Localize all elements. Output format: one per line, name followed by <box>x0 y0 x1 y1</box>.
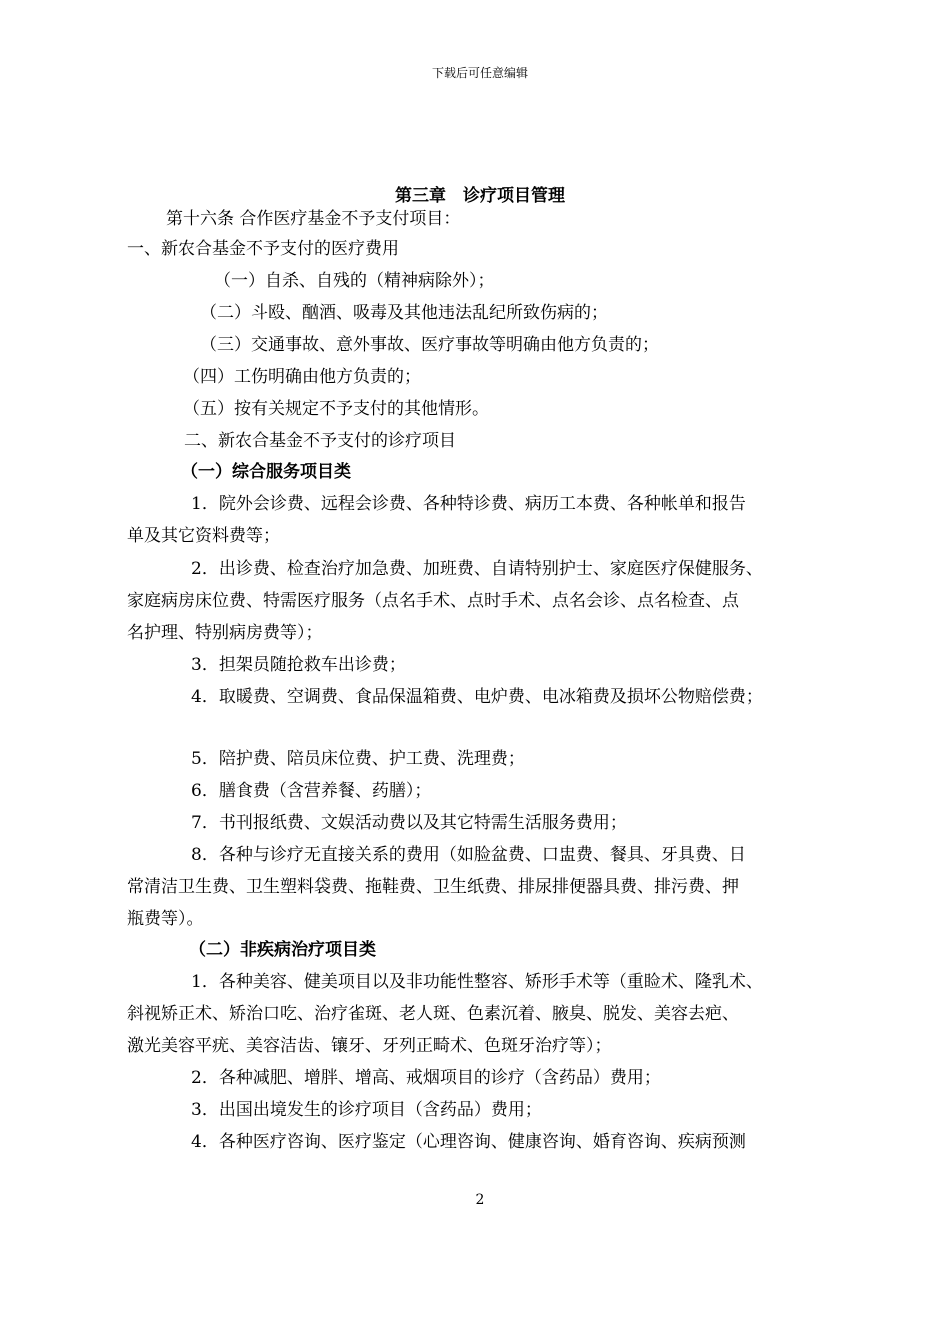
sub2-item-3: 3．出国出境发生的诊疗项目（含药品）费用； <box>191 1100 542 1120</box>
section-1-item-2: （二）斗殴、酗酒、吸毒及其他违法乱纪所致伤病的； <box>200 303 608 323</box>
sub2-item-1-line-1: 1．各种美容、健美项目以及非功能性整容、矫形手术等（重睑术、隆乳术、 <box>191 972 763 992</box>
sub1-item-8-line-1: 8．各种与诊疗无直接关系的费用（如脸盆费、口盅费、餐具、牙具费、日 <box>191 845 746 865</box>
sub1-item-8-line-2: 常清洁卫生费、卫生塑料袋费、拖鞋费、卫生纸费、排尿排便器具费、排污费、押 <box>127 877 739 897</box>
sub2-item-2: 2．各种减肥、增胖、增高、戒烟项目的诊疗（含药品）费用； <box>191 1068 661 1088</box>
sub1-item-3: 3．担架员随抢救车出诊费； <box>191 655 406 675</box>
section-1-item-5: （五）按有关规定不予支付的其他情形。 <box>183 399 489 419</box>
sub2-item-1-line-3: 激光美容平疣、美容洁齿、镶牙、牙列正畸术、色斑牙治疗等）； <box>127 1036 612 1056</box>
page-header: 下载后可任意编辑 <box>431 66 528 80</box>
section-1-item-1: （一）自杀、自残的（精神病除外）； <box>214 271 495 291</box>
sub2-item-1-line-2: 斜视矫正术、矫治口吃、治疗雀斑、老人斑、色素沉着、腋臭、脱发、美容去疤、 <box>127 1004 739 1024</box>
sub1-item-1-line-2: 单及其它资料费等； <box>127 526 280 546</box>
page-number: 2 <box>475 1192 485 1208</box>
sub1-item-1-line-1: 1．院外会诊费、远程会诊费、各种特诊费、病历工本费、各种帐单和报告 <box>191 494 746 514</box>
sub1-item-7: 7．书刊报纸费、文娱活动费以及其它特需生活服务费用； <box>191 813 627 833</box>
sub1-item-2-line-1: 2．出诊费、检查治疗加急费、加班费、自请特别护士、家庭医疗保健服务、 <box>191 559 763 579</box>
chapter-title: 第三章 诊疗项目管理 <box>395 186 565 206</box>
subsection-1-title: （一）综合服务项目类 <box>181 462 351 482</box>
article-heading: 第十六条 合作医疗基金不予支付项目： <box>166 209 461 229</box>
section-1-title: 一、新农合基金不予支付的医疗费用 <box>127 239 399 259</box>
sub2-item-4-line-1: 4．各种医疗咨询、医疗鉴定（心理咨询、健康咨询、婚育咨询、疾病预测 <box>191 1132 746 1152</box>
sub1-item-5: 5．陪护费、陪员床位费、护工费、洗理费； <box>191 749 525 769</box>
sub1-item-6: 6．膳食费（含营养餐、药膳）； <box>191 781 432 801</box>
section-1-item-3: （三）交通事故、意外事故、医疗事故等明确由他方负责的； <box>200 335 659 355</box>
sub1-item-2-line-3: 名护理、特别病房费等）； <box>127 623 323 643</box>
sub1-item-8-line-3: 瓶费等）。 <box>127 909 204 929</box>
section-1-item-4: （四）工伤明确由他方负责的； <box>183 367 421 387</box>
sub1-item-4: 4．取暖费、空调费、食品保温箱费、电炉费、电冰箱费及损坏公物赔偿费； <box>191 687 763 707</box>
section-2-title: 二、新农合基金不予支付的诊疗项目 <box>184 431 456 451</box>
subsection-2-title: （二）非疾病治疗项目类 <box>189 940 376 960</box>
sub1-item-2-line-2: 家庭病房床位费、特需医疗服务（点名手术、点时手术、点名会诊、点名检查、点 <box>127 591 739 611</box>
